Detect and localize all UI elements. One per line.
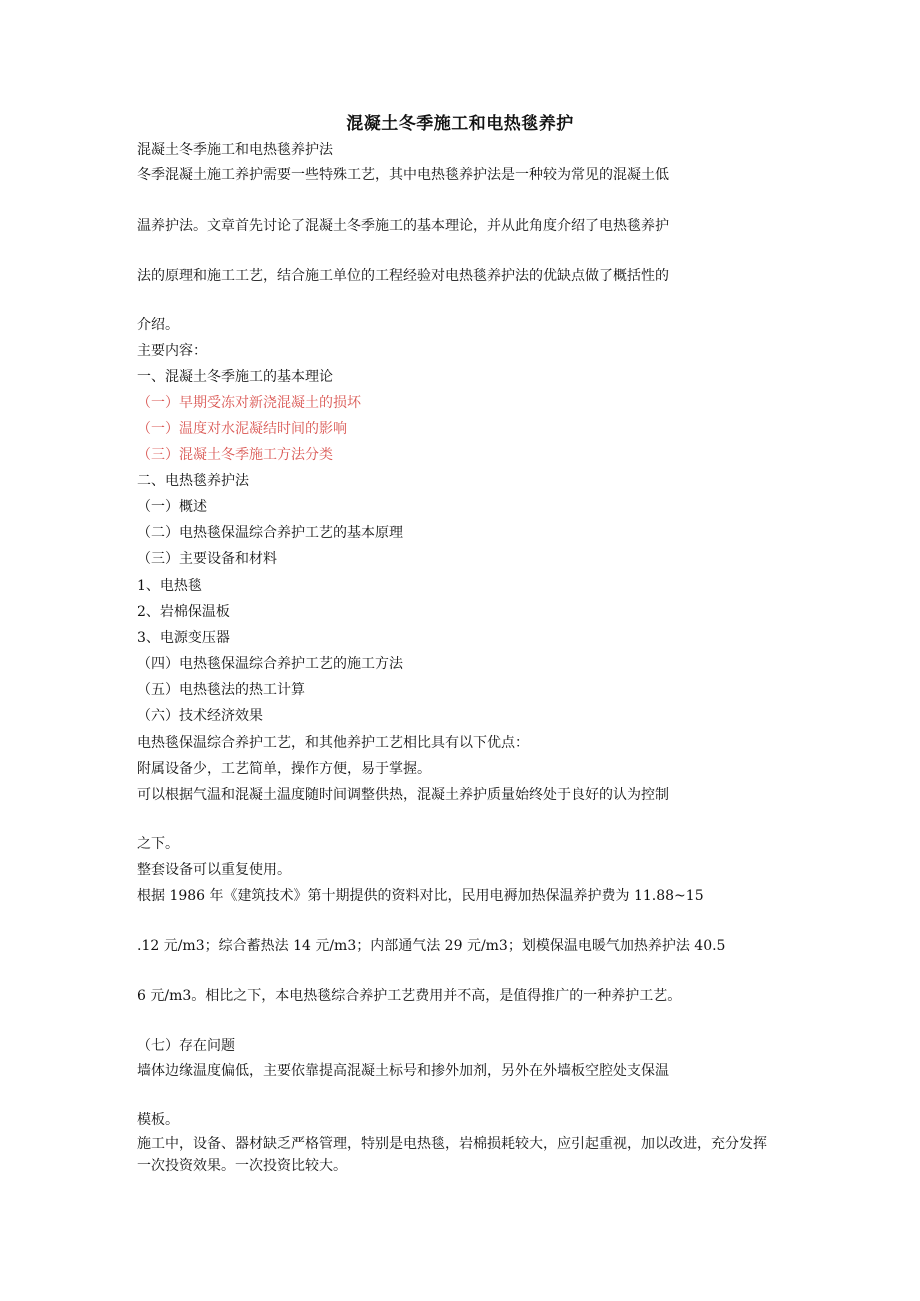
body-line: 墙体边缘温度偏低，主要依靠提高混凝土标号和掺外加剂，另外在外墙板空腔处支保温 bbox=[137, 1063, 669, 1079]
body-line: 根据 1986 年《建筑技术》第十期提供的资料对比，民用电褥加热保温养护费为 11.88~15 bbox=[137, 888, 704, 904]
body-line: 6 元/m3。相比之下，本电热毯综合养护工艺费用并不高，是值得推广的一种养护工艺。 bbox=[137, 988, 682, 1004]
body-line: .12 元/m3；综合蓄热法 14 元/m3；内部通气法 29 元/m3；划模保温电暖气加热养护法 40.5 bbox=[137, 938, 726, 954]
section-heading: 二、电热毯养护法 bbox=[137, 473, 249, 489]
section-label: 主要内容： bbox=[137, 343, 207, 359]
subsection-item: （四）电热毯保温综合养护工艺的施工方法 bbox=[137, 656, 403, 672]
subsection-item: （三）混凝土冬季施工方法分类 bbox=[137, 447, 333, 463]
subsection-item: （一）早期受冻对新浇混凝土的损坏 bbox=[137, 395, 361, 411]
subsection-item: （七）存在问题 bbox=[137, 1038, 235, 1054]
subsection-item: （三）主要设备和材料 bbox=[137, 551, 277, 567]
body-line: 可以根据气温和混凝土温度随时间调整供热，混凝土养护质量始终处于良好的认为控制 bbox=[137, 787, 669, 803]
list-item: 3、电源变压器 bbox=[137, 630, 230, 646]
body-paragraph: 施工中，设备、器材缺乏严格管理，特别是电热毯，岩棉损耗较大，应引起重视，加以改进，充分发挥一次投资效果。一次投资比较大。 bbox=[137, 1136, 767, 1174]
page-title: 混凝土冬季施工和电热毯养护 bbox=[346, 114, 574, 134]
body-line: 介绍。 bbox=[137, 317, 179, 333]
body-line: 附属设备少，工艺简单，操作方便，易于掌握。 bbox=[137, 761, 431, 777]
list-item: 1、电热毯 bbox=[137, 578, 202, 594]
subsection-item: （六）技术经济效果 bbox=[137, 708, 263, 724]
section-heading: 一、混凝土冬季施工的基本理论 bbox=[137, 369, 333, 385]
list-item: 2、岩棉保温板 bbox=[137, 604, 230, 620]
subsection-item: （一）温度对水泥凝结时间的影响 bbox=[137, 421, 347, 437]
subsection-item: （五）电热毯法的热工计算 bbox=[137, 682, 305, 698]
body-line: 模板。 bbox=[137, 1112, 179, 1128]
body-line: 电热毯保温综合养护工艺，和其他养护工艺相比具有以下优点： bbox=[137, 735, 529, 751]
body-line: 冬季混凝土施工养护需要一些特殊工艺，其中电热毯养护法是一种较为常见的混凝土低 bbox=[137, 167, 669, 183]
subsection-item: （二）电热毯保温综合养护工艺的基本原理 bbox=[137, 525, 403, 541]
body-line: 温养护法。文章首先讨论了混凝土冬季施工的基本理论，并从此角度介绍了电热毯养护 bbox=[137, 218, 669, 234]
body-line: 整套设备可以重复使用。 bbox=[137, 862, 291, 878]
body-line: 之下。 bbox=[137, 836, 179, 852]
body-line: 法的原理和施工工艺，结合施工单位的工程经验对电热毯养护法的优缺点做了概括性的 bbox=[137, 268, 669, 284]
subtitle-line: 混凝土冬季施工和电热毯养护法 bbox=[137, 142, 333, 158]
subsection-item: （一）概述 bbox=[137, 499, 207, 515]
